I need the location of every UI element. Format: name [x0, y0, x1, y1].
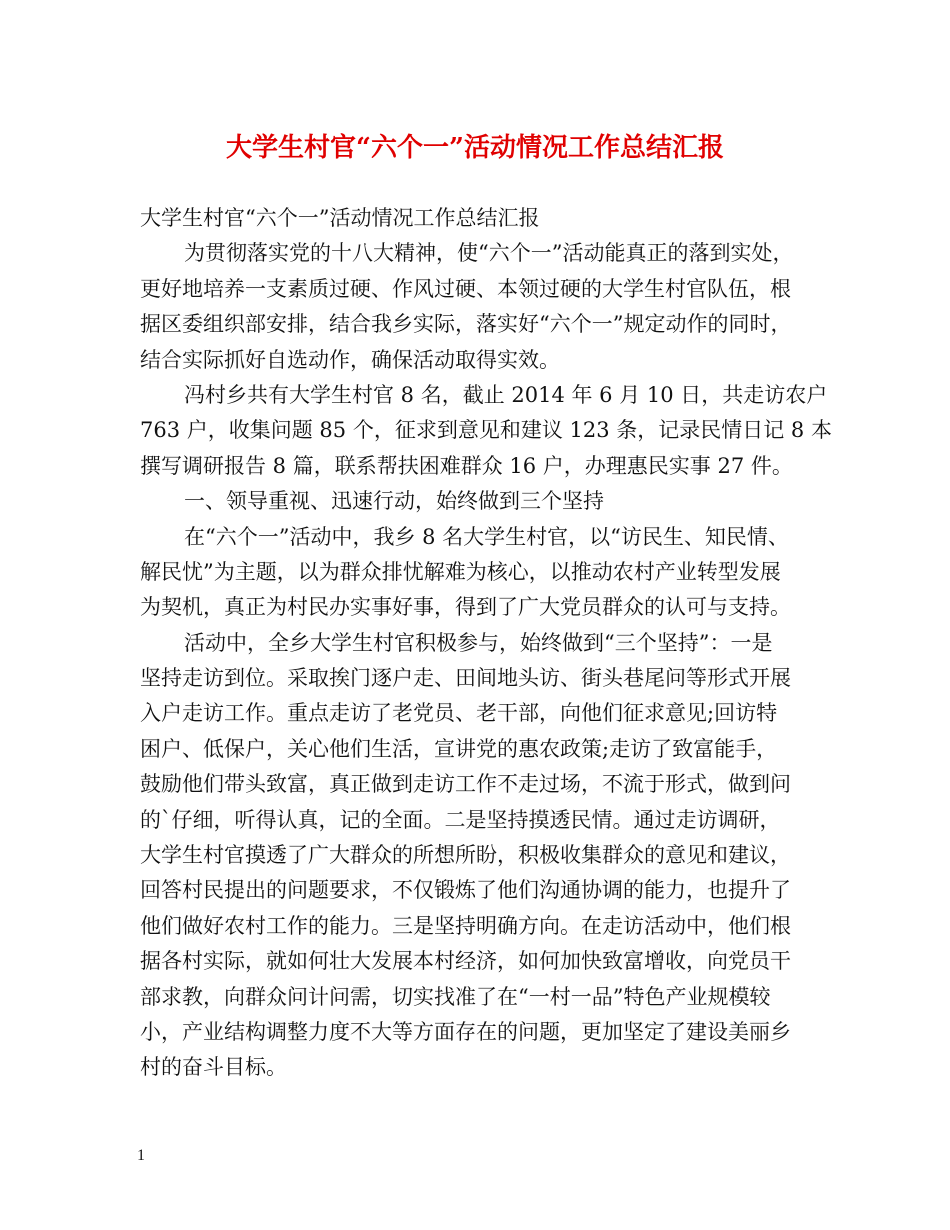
document-title: 大学生村官“六个一”活动情况工作总结汇报: [226, 133, 724, 163]
paragraph-line: 据各村实际，就如何壮大发展本村经济，如何加快致富增收，向党员干: [140, 949, 791, 974]
paragraph-line: 坚持走访到位。采取挨门逐户走、田间地头访、街头巷尾问等形式开展: [140, 666, 791, 691]
paragraph-line: 为贯彻落实党的十八大精神，使“六个一”活动能真正的落到实处，: [184, 241, 794, 266]
document-body: [140, 201, 830, 1086]
paragraph-line: 大学生村官摸透了广大群众的所想所盼，积极收集群众的意见和建议，: [140, 843, 791, 868]
paragraph-line: 据区委组织部安排，结合我乡实际，落实好“六个一”规定动作的同时，: [140, 312, 792, 337]
paragraph-line: 部求教，向群众问计问需，切实找准了在“一村一品”特色产业规模较: [140, 984, 771, 1009]
paragraph-line: 更好地培养一支素质过硬、作风过硬、本领过硬的大学生村官队伍，根: [140, 276, 791, 301]
paragraph-line: 回答村民提出的问题要求，不仅锻炼了他们沟通协调的能力，也提升了: [140, 878, 791, 903]
section-heading: 一、领导重视、迅速行动，始终做到三个坚持: [184, 489, 604, 514]
paragraph-line: 撰写调研报告 8 篇，联系帮扶困难群众 16 户，办理惠民实事 27 件。: [140, 453, 793, 478]
paragraph-line: 鼓励他们带头致富，真正做到走访工作不走过场，不流于形式，做到问: [140, 772, 791, 797]
body-heading-line: 大学生村官“六个一”活动情况工作总结汇报: [140, 206, 540, 230]
paragraph-line: 解民忧”为主题，以为群众排忧解难为核心，以推动农村产业转型发展: [140, 559, 781, 584]
paragraph-line: 活动中，全乡大学生村官积极参与，始终做到“三个坚持”：一是: [184, 630, 773, 655]
paragraph-line: 在“六个一”活动中，我乡 8 名大学生村官，以“访民生、知民情、: [184, 524, 789, 549]
paragraph-line: 的`仔细，听得认真，记的全面。二是坚持摸透民情。通过走访调研，: [140, 807, 781, 832]
paragraph-line: 结合实际抓好自选动作，确保活动取得实效。: [140, 347, 560, 372]
paragraph-line: 困户、低保户，关心他们生活，宣讲党的惠农政策;走访了致富能手，: [140, 736, 778, 761]
paragraph-line: 他们做好农村工作的能力。三是坚持明确方向。在走访活动中，他们根: [140, 913, 791, 938]
page-number: 1: [137, 1147, 145, 1164]
paragraph-line: 为契机，真正为村民办实事好事，得到了广大党员群众的认可与支持。: [140, 595, 791, 620]
paragraph-line: 村的奋斗目标。: [140, 1055, 287, 1080]
paragraph-line: 763 户，收集问题 85 个，征求到意见和建议 123 条，记录民情日记 8 本: [140, 418, 832, 443]
paragraph-line: 冯村乡共有大学生村官 8 名，截止 2014 年 6 月 10 日，共走访农户: [184, 382, 828, 407]
paragraph-line: 小，产业结构调整力度不大等方面存在的问题，更加坚定了建设美丽乡: [140, 1019, 791, 1044]
paragraph-line: 入户走访工作。重点走访了老党员、老干部，向他们征求意见;回访特: [140, 701, 778, 726]
